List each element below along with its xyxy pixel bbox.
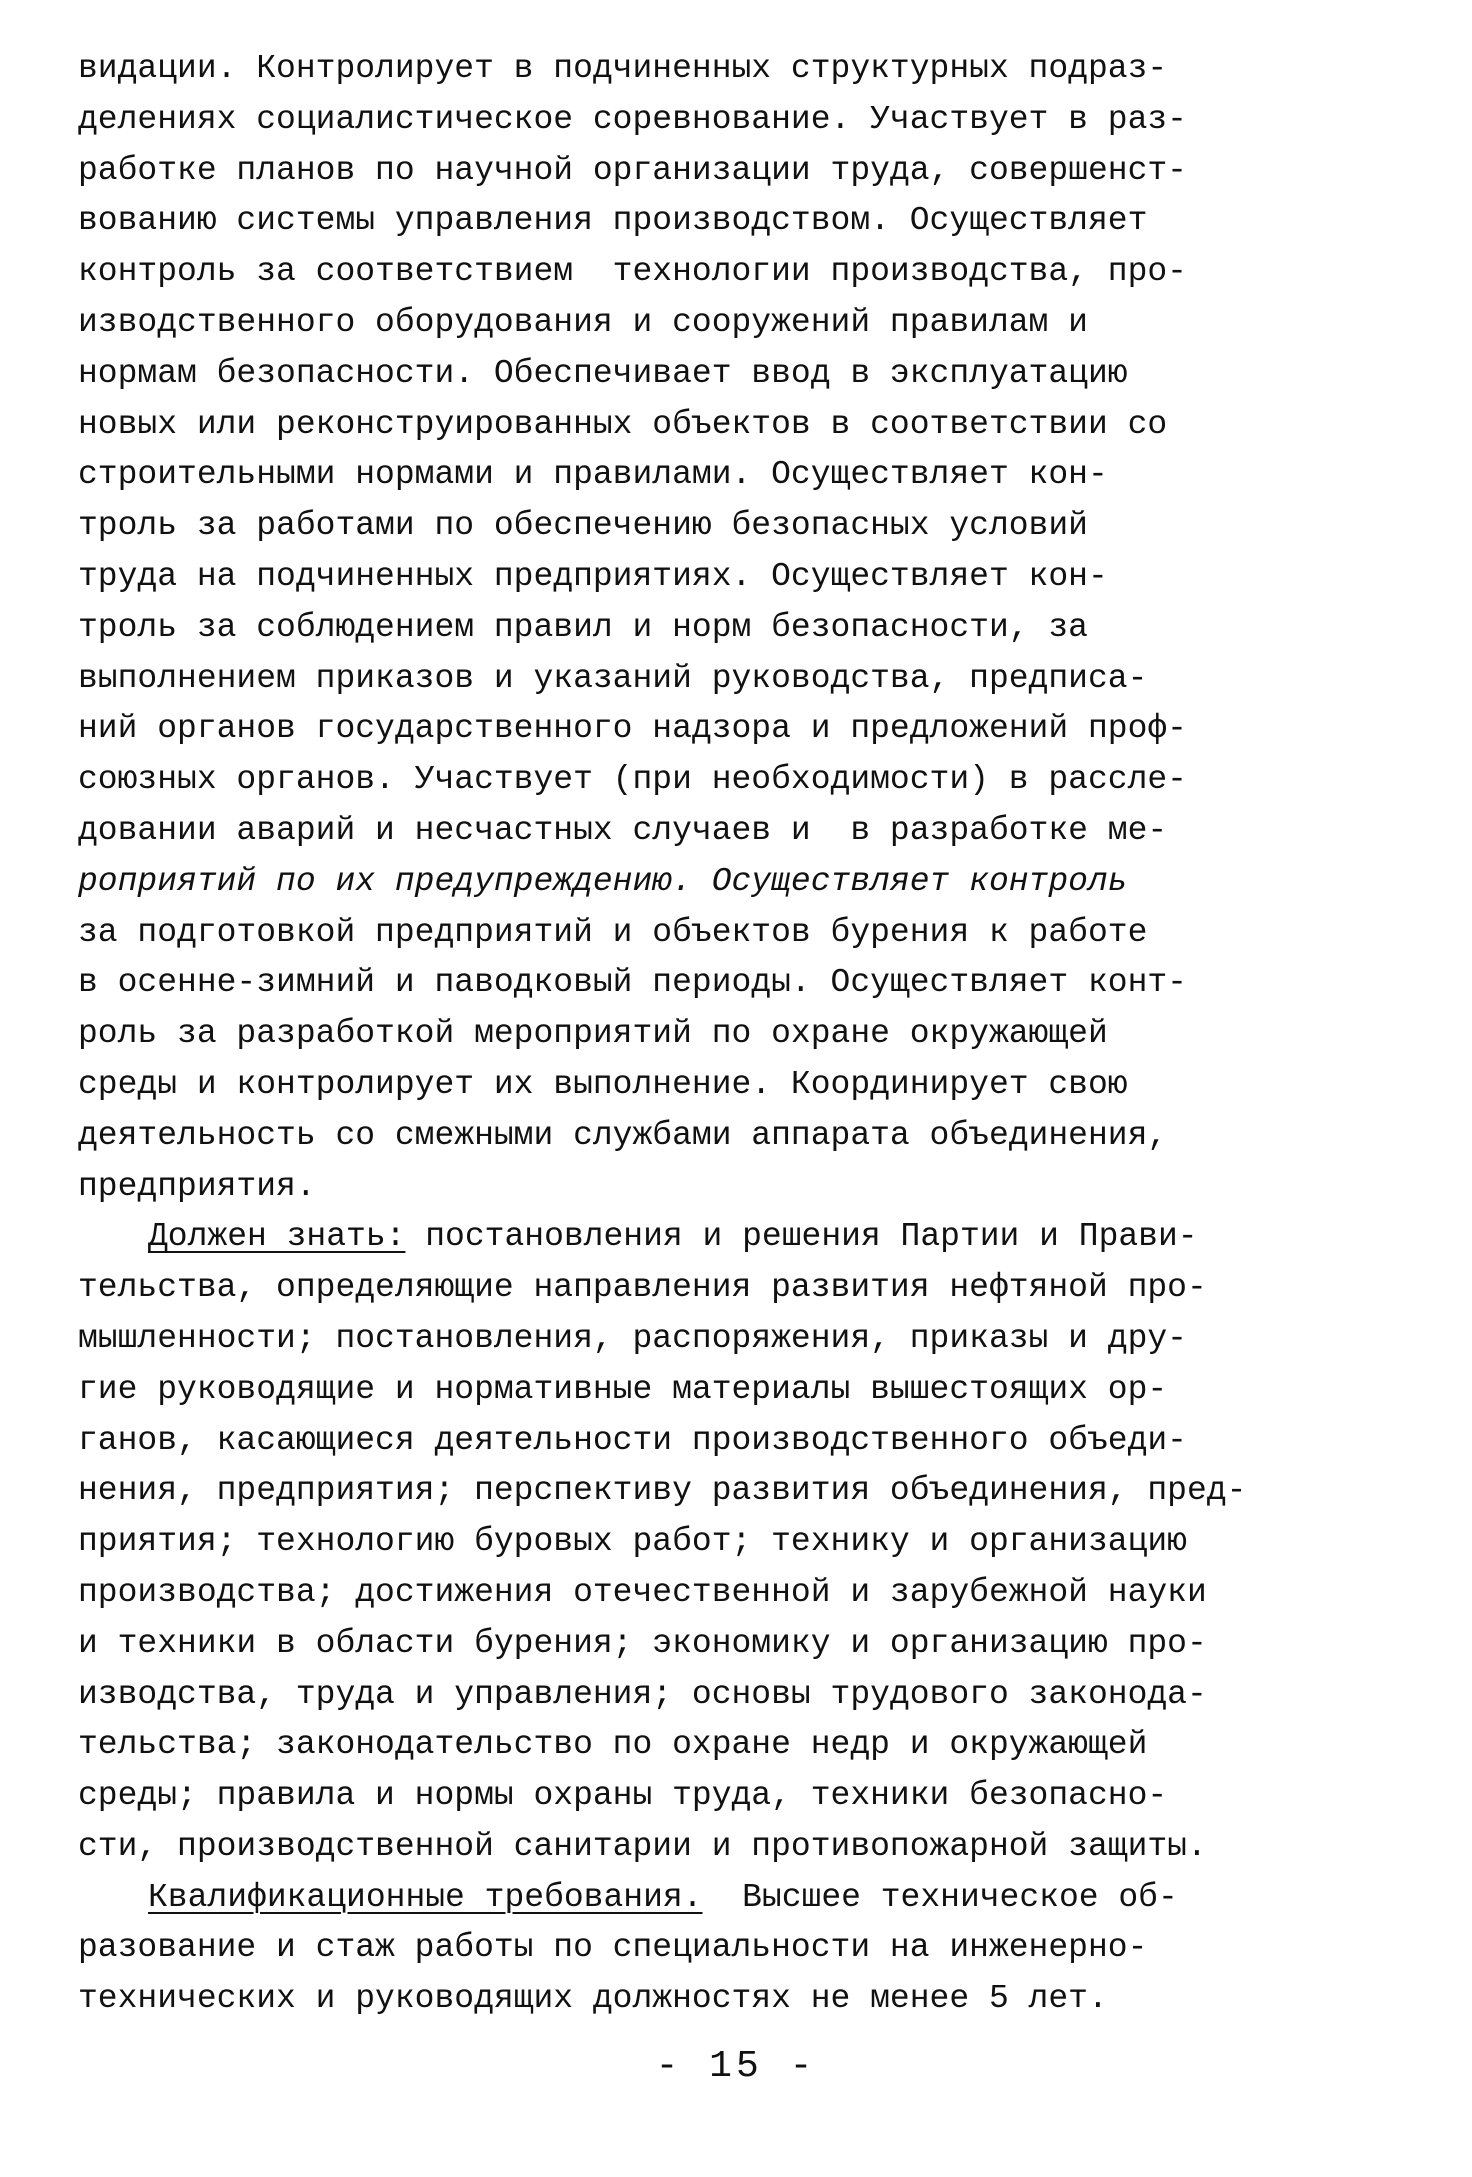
text-line-first — [78, 1212, 1398, 1263]
text-line: приятия; технологию буровых работ; технику и организацию — [78, 1523, 1187, 1561]
text-line: среды и контролирует их выполнение. Координирует свою — [78, 1065, 1128, 1103]
text-line: довании аварий и несчастных случаев и в разработке ме- — [78, 811, 1168, 849]
text-line: мышленности; постановления, распоряжения, приказы и дру- — [78, 1319, 1187, 1357]
text-line: изводства, труда и управления; основы трудового законода- — [78, 1675, 1207, 1713]
text-line: ний органов государственного надзора и предложений проф- — [78, 710, 1187, 748]
text-line: технических и руководящих должностях не менее 5 лет. — [78, 1980, 1108, 2018]
text-line: выполнением приказов и указаний руководства, предписа- — [78, 659, 1148, 697]
text-line: работке планов по научной организации труда, совершенст- — [78, 151, 1187, 189]
text-line: роль за разработкой мероприятий по охране окружающей — [78, 1015, 1108, 1053]
text-line: сти, производственной санитарии и противопожарной защиты. — [78, 1827, 1207, 1865]
text-line-first — [78, 1873, 1398, 1924]
text-fragment: постановления и решения Партии и Прави- — [405, 1218, 1198, 1256]
text-line: роприятий по их предупреждению. Осуществляет контроль — [78, 862, 1128, 900]
text-line: новых или реконструированных объектов в соответствии со — [78, 405, 1168, 443]
paragraph-duties — [78, 44, 1398, 1212]
text-line: производства; достижения отечественной и зарубежной науки — [78, 1573, 1207, 1611]
section-heading-qualification: Квалификационные требования. — [148, 1878, 703, 1916]
text-line: вованию системы управления производством. Осуществляет — [78, 202, 1148, 240]
text-line: гие руководящие и нормативные материалы вышестоящих ор- — [78, 1370, 1168, 1408]
text-line: нения, предприятия; перспективу развития объединения, пред- — [78, 1472, 1247, 1510]
text-line: нормам безопасности. Обеспечивает ввод в эксплуатацию — [78, 354, 1128, 392]
text-line: и техники в области бурения; экономику и организацию про- — [78, 1624, 1207, 1662]
text-line: в осенне-зимний и паводковый периоды. Осуществляет конт- — [78, 964, 1187, 1002]
text-line: контроль за соответствием технологии производства, про- — [78, 253, 1187, 291]
text-line: тельства; законодательство по охране недр и окружающей — [78, 1726, 1148, 1764]
paragraph-qualification — [78, 1873, 1398, 2025]
paragraph-must-know — [78, 1212, 1398, 1872]
text-line: ганов, касающиеся деятельности производственного объеди- — [78, 1421, 1187, 1459]
section-heading-must-know: Должен знать: — [148, 1218, 406, 1256]
page-number: - 15 - — [655, 2045, 817, 2088]
text-line: изводственного оборудования и сооружений правилам и — [78, 303, 1088, 341]
text-fragment: Высшее техническое об- — [702, 1878, 1178, 1916]
text-line: союзных органов. Участвует (при необходимости) в рассле- — [78, 761, 1187, 799]
text-line: строительными нормами и правилами. Осуществляет кон- — [78, 456, 1108, 494]
text-line: за подготовкой предприятий и объектов бурения к работе — [78, 913, 1148, 951]
text-line: видации. Контролирует в подчиненных структурных подраз- — [78, 50, 1168, 87]
text-line: троль за работами по обеспечению безопасных условий — [78, 507, 1088, 545]
text-line: делениях социалистическое соревнование. Участвует в раз- — [78, 100, 1187, 138]
text-line: разование и стаж работы по специальности на инженерно- — [78, 1929, 1148, 1967]
text-line: тельства, определяющие направления развития нефтяной про- — [78, 1269, 1207, 1307]
text-line: предприятия. — [78, 1167, 316, 1205]
text-line: деятельность со смежными службами аппарата объединения, — [78, 1116, 1168, 1154]
text-line: труда на подчиненных предприятиях. Осуществляет кон- — [78, 557, 1108, 595]
text-line: троль за соблюдением правил и норм безопасности, за — [78, 608, 1088, 646]
body-text — [78, 44, 1398, 2025]
text-line: среды; правила и нормы охраны труда, техники безопасно- — [78, 1777, 1168, 1815]
